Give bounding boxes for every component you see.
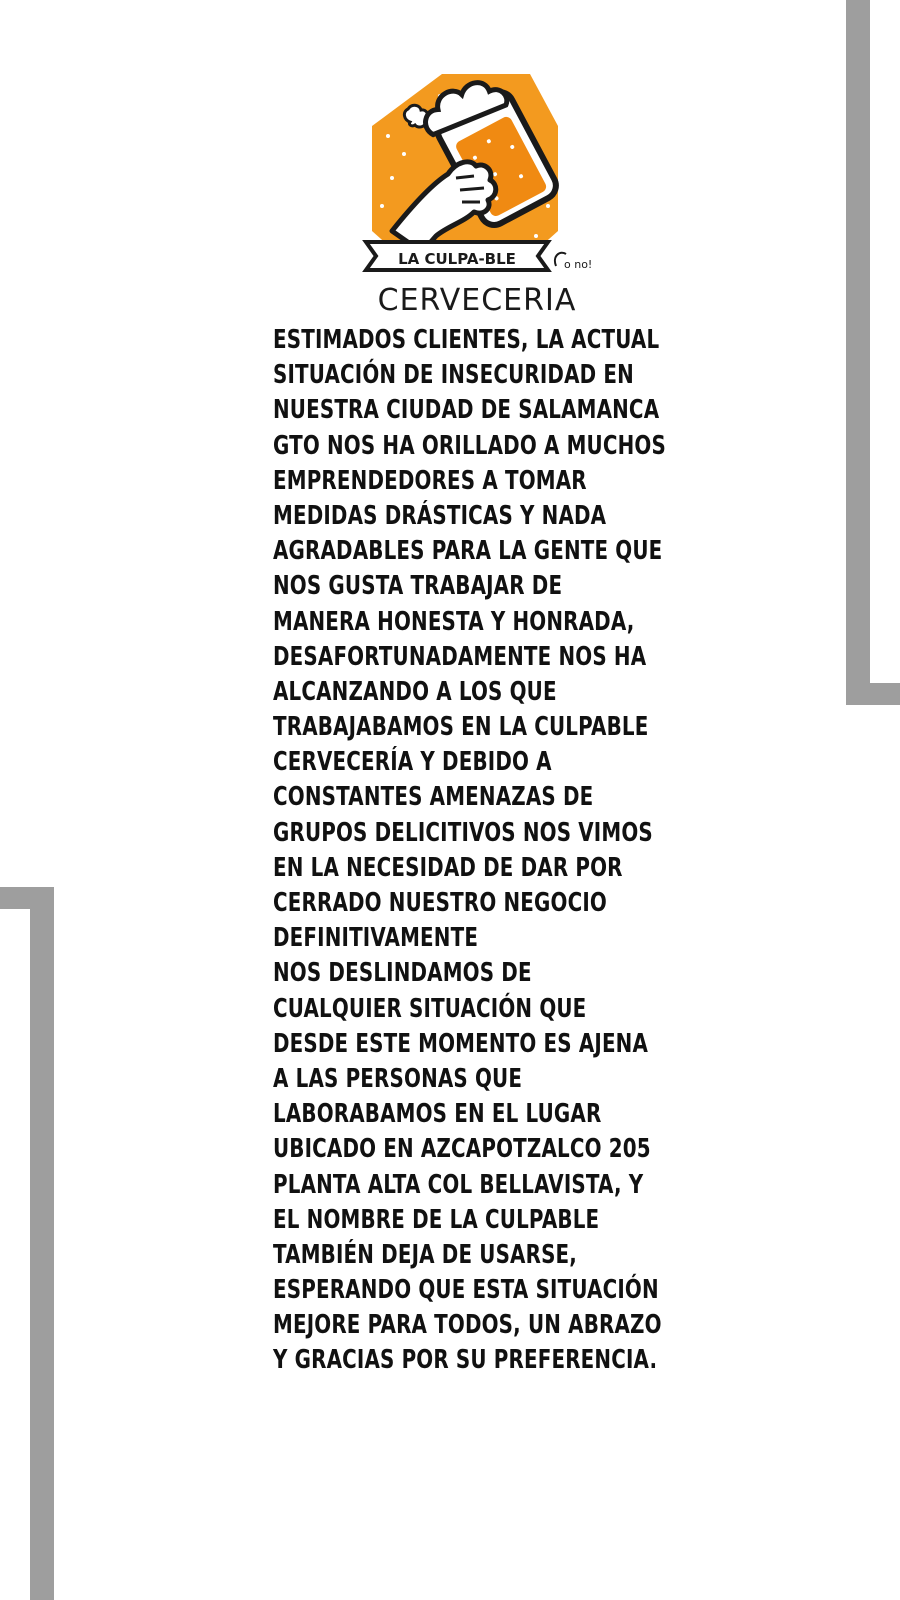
notice-line: CONSTANTES AMENAZAS DE <box>273 782 594 813</box>
notice-line: GRUPOS DELICITIVOS NOS VIMOS <box>273 817 653 848</box>
notice-line: ALCANZANDO A LOS QUE <box>273 676 557 707</box>
notice-line: CUALQUIER SITUACIÓN QUE <box>273 993 587 1024</box>
logo-subtitle: CERVECERIA <box>377 283 577 318</box>
logo-tagline: o no! <box>564 258 593 271</box>
notice-line: MEJORE PARA TODOS, UN ABRAZO <box>273 1310 662 1341</box>
frame-bracket-top-right <box>846 0 900 705</box>
notice-line: DESAFORTUNADAMENTE NOS HA <box>273 641 647 672</box>
notice-line: LABORABAMOS EN EL LUGAR <box>273 1099 602 1130</box>
notice-line: NOS DESLINDAMOS DE <box>273 958 532 989</box>
notice-line: NOS GUSTA TRABAJAR DE <box>273 571 563 602</box>
notice-line: AGRADABLES PARA LA GENTE QUE <box>273 536 663 567</box>
brand-logo <box>352 66 612 328</box>
notice-line: PLANTA ALTA COL BELLAVISTA, Y <box>273 1169 644 1200</box>
logo-name: LA CULPA-BLE <box>398 250 516 268</box>
notice-line: Y GRACIAS POR SU PREFERENCIA. <box>273 1345 658 1376</box>
notice-line: UBICADO EN AZCAPOTZALCO 205 <box>273 1134 651 1165</box>
notice-line: SITUACIÓN DE INSECURIDAD EN <box>273 360 634 391</box>
notice-line: MEDIDAS DRÁSTICAS Y NADA <box>273 500 607 531</box>
notice-line: A LAS PERSONAS QUE <box>273 1063 523 1094</box>
notice-line: TRABAJABAMOS EN LA CULPABLE <box>273 712 649 743</box>
notice-line: EL NOMBRE DE LA CULPABLE <box>273 1204 600 1235</box>
notice-line: TAMBIÉN DEJA DE USARSE, <box>273 1239 578 1270</box>
notice-line: ESPERANDO QUE ESTA SITUACIÓN <box>273 1275 659 1306</box>
notice-line: GTO NOS HA ORILLADO A MUCHOS <box>273 430 666 461</box>
notice-line: NUESTRA CIUDAD DE SALAMANCA <box>273 395 660 426</box>
notice-line: EMPRENDEDORES A TOMAR <box>273 465 587 496</box>
frame-bracket-bottom-left <box>0 887 54 1600</box>
notice-line: DEFINITIVAMENTE <box>273 923 479 954</box>
notice-line: DESDE ESTE MOMENTO ES AJENA <box>273 1028 649 1059</box>
notice-line: CERVECERÍA Y DEBIDO A <box>273 747 552 778</box>
notice-line: MANERA HONESTA Y HONRADA, <box>273 606 635 637</box>
notice-line: EN LA NECESIDAD DE DAR POR <box>273 852 623 883</box>
notice-line: CERRADO NUESTRO NEGOCIO <box>273 888 607 918</box>
closure-notice <box>273 323 666 1379</box>
notice-line: ESTIMADOS CLIENTES, LA ACTUAL <box>273 325 660 355</box>
